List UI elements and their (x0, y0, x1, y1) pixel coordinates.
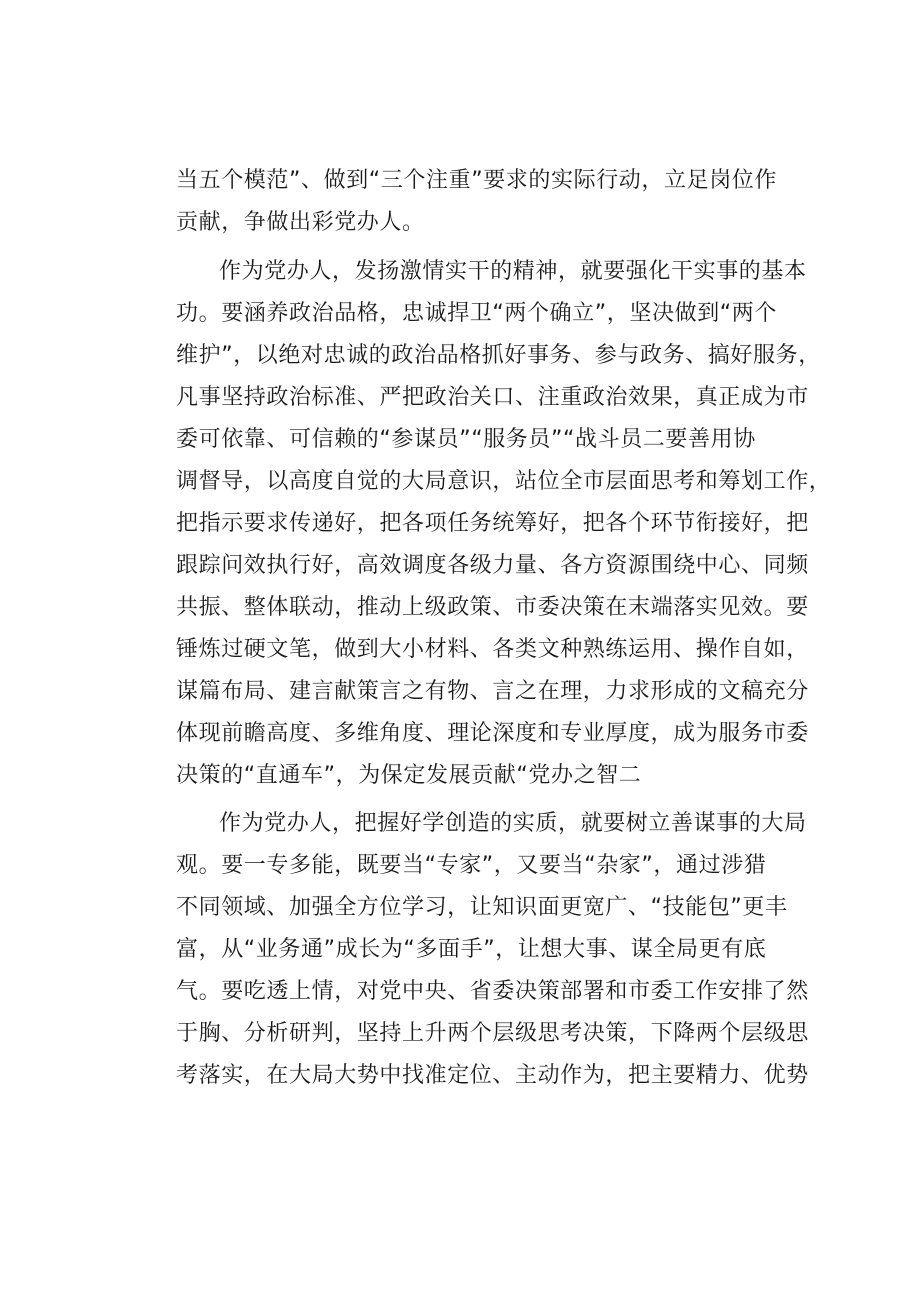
text-line: 观。要一专多能，既要当“专家”，又要当“杂家”，通过涉猎 (176, 853, 767, 878)
text-line: 功。要涵养政治品格，忠诚捍卫“两个确立”，坚决做到“两个 (176, 301, 777, 326)
text-line: 凡事坚持政治标准、严把政治关口、注重政治效果，真正成为市 (176, 385, 809, 410)
text-line: 锤炼过硬文笔，做到大小材料、各类文种熟练运用、操作自如， (176, 637, 809, 662)
text-line: 富，从“业务通”成长为“多面手”，让想大事、谋全局更有底 (176, 937, 767, 962)
text-line: 调督导，以高度自觉的大局意识，站位全市层面思考和筹划工作， (176, 469, 832, 494)
text-line: 体现前瞻高度、多维角度、理论深度和专业厚度，成为服务市委 (176, 721, 809, 746)
text-line: 委可依靠、可信赖的“参谋员”“服务员”“战斗员二要善用协 (176, 427, 756, 452)
text-line: 于胸、分析研判，坚持上升两个层级思考决策，下降两个层级思 (176, 1021, 809, 1046)
text-line: 不同领域、加强全方位学习，让知识面更宽广、“技能包”更丰 (176, 895, 788, 920)
text-line: 共振、整体联动，推动上级政策、市委决策在末端落实见效。要 (176, 595, 809, 620)
text-line: 贡献，争做出彩党办人。 (176, 210, 425, 235)
paragraph-start-line: 作为党办人，把握好学创造的实质，就要树立善谋事的大局 (219, 811, 807, 836)
text-line: 当五个模范”、做到“三个注重”要求的实际行动，立足岗位作 (176, 168, 777, 193)
text-line: 维护”，以绝对忠诚的政治品格抓好事务、参与政务、搞好服务， (176, 343, 821, 368)
text-line: 气。要吃透上情，对党中央、省委决策部署和市委工作安排了然 (176, 979, 809, 1004)
text-line: 决策的“直通车”，为保定发展贡献“党办之智二 (176, 763, 642, 788)
text-line: 考落实，在大局大势中找准定位、主动作为，把主要精力、优势 (176, 1063, 809, 1088)
text-line: 谋篇布局、建言献策言之有物、言之在理，力求形成的文稿充分 (176, 679, 809, 704)
paragraph-start-line: 作为党办人，发扬激情实干的精神，就要强化干实事的基本 (219, 259, 807, 284)
text-line: 把指示要求传递好，把各项任务统筹好，把各个环节衔接好，把 (176, 511, 809, 536)
text-line: 跟踪问效执行好，高效调度各级力量、各方资源围绕中心、同频 (176, 553, 809, 578)
